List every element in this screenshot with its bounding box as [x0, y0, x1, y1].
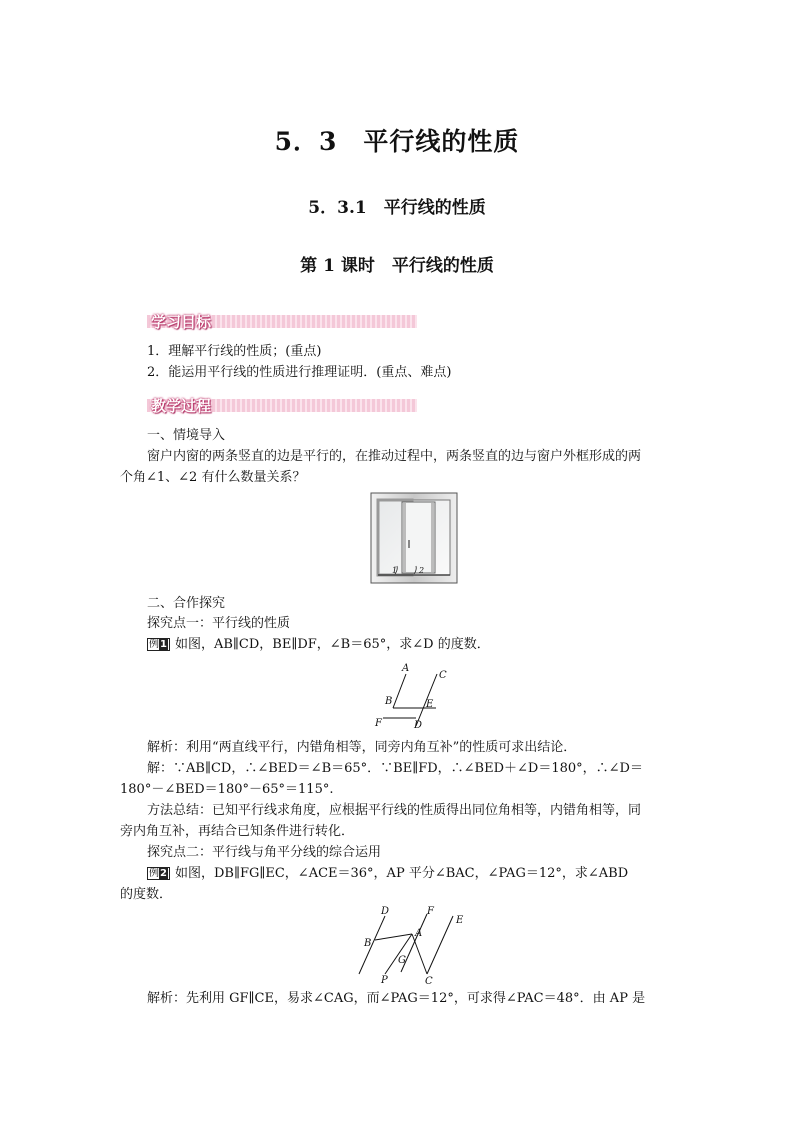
lesson-title: 第 1 课时 平行线的性质	[300, 256, 494, 276]
part2-title: 二、合作探究	[147, 596, 226, 611]
fig2-label-D: D	[381, 906, 390, 917]
window-angle-2-label: 2	[419, 566, 425, 575]
section-title: 5．3 平行线的性质	[274, 127, 520, 156]
fig1-label-E: E	[426, 699, 434, 710]
window-figure	[370, 492, 458, 584]
fig1-label-D: D	[414, 720, 423, 731]
point1-title: 探究点一：平行线的性质	[147, 616, 291, 631]
example1-solution-line1: 解：∵AB∥CD，∴∠BED＝∠B＝65°．∵BE∥FD，∴∠BED＋∠D＝180°，∴∠D＝	[147, 761, 643, 776]
example1-analysis: 解析：利用“两直线平行，内错角相等，同旁内角互补”的性质可求出结论．	[147, 740, 577, 755]
example2-badge-num: 2	[160, 868, 167, 879]
example2-statement	[147, 865, 628, 883]
fig2-label-F: F	[427, 906, 434, 917]
example2-text-line1: 如图，DB∥FG∥EC，∠ACE＝36°，AP 平分∠BAC，∠PAG＝12°，求∠ABD	[174, 866, 629, 881]
example2-badge	[147, 867, 170, 880]
fig2-label-B: B	[364, 938, 372, 949]
example1-summary-line1: 方法总结：已知平行线求角度，应根据平行线的性质得出同位角相等，内错角相等，同	[147, 803, 642, 818]
example1-summary-line2: 旁内角互补，再结合已知条件进行转化．	[120, 824, 355, 839]
example1-badge-num: 1	[160, 639, 167, 650]
example2-badge-char: 例	[149, 868, 159, 879]
fig2-label-G: G	[398, 955, 406, 966]
fig1-label-B: B	[385, 696, 393, 707]
process-banner	[147, 395, 417, 413]
fig1-label-C: C	[439, 670, 447, 681]
part1-text-line1: 窗户内窗的两条竖直的边是平行的，在推动过程中，两条竖直的边与窗户外框形成的两	[147, 449, 642, 464]
example1-figure	[370, 660, 460, 732]
example1-statement	[147, 636, 490, 654]
fig2-label-C: C	[425, 976, 433, 987]
example2-analysis: 解析：先利用 GF∥CE，易求∠CAG，而∠PAG＝12°，可求得∠PAC＝48°．由 AP 是	[147, 991, 646, 1006]
example2-figure	[355, 902, 475, 988]
example2-text-line2: 的度数．	[120, 887, 173, 902]
window-angle-1-label: 1	[392, 566, 398, 575]
goal-item-1: 1．理解平行线的性质；(重点)	[147, 344, 322, 359]
part1-text-line2: 个角∠1、∠2 有什么数量关系？	[120, 470, 306, 485]
fig1-label-F: F	[375, 718, 382, 729]
fig1-label-A: A	[402, 663, 410, 674]
goals-banner-label: 学习目标	[151, 313, 212, 331]
example1-text: 如图，AB∥CD，BE∥DF，∠B＝65°，求∠D 的度数．	[174, 637, 490, 652]
fig2-label-P: P	[381, 975, 388, 986]
part1-title: 一、情境导入	[147, 428, 226, 443]
point2-title: 探究点二：平行线与角平分线的综合运用	[147, 845, 382, 860]
example1-solution-line2: 180°－∠BED＝180°－65°＝115°.	[120, 782, 334, 797]
fig2-label-E: E	[456, 915, 464, 926]
process-banner-label: 教学过程	[151, 397, 212, 415]
example1-badge	[147, 638, 170, 651]
goals-banner	[147, 311, 417, 329]
subsection-title: 5．3.1 平行线的性质	[308, 198, 486, 218]
example1-badge-char: 例	[149, 639, 159, 650]
fig2-label-A: A	[415, 928, 423, 939]
goal-item-2: 2．能运用平行线的性质进行推理证明．(重点、难点)	[147, 365, 452, 380]
